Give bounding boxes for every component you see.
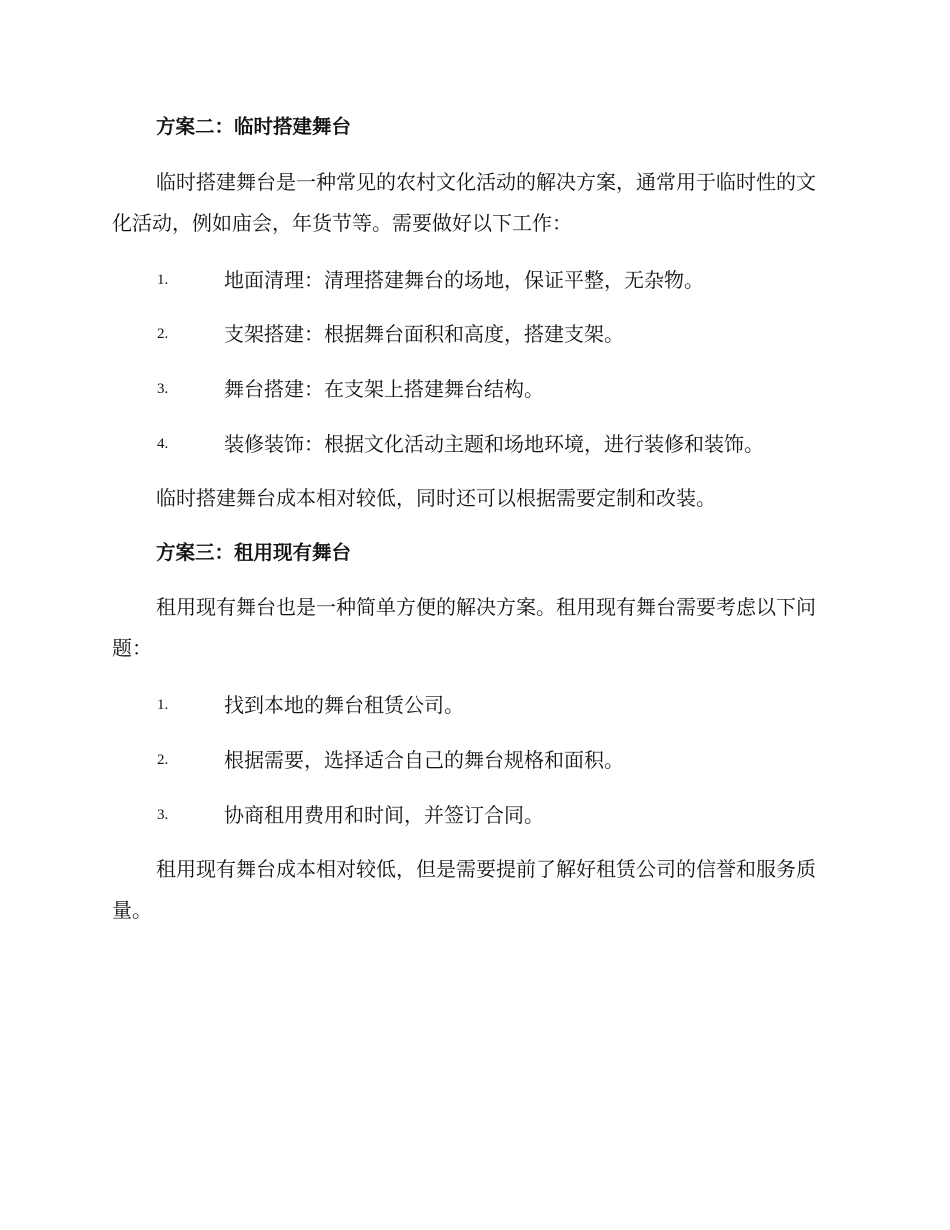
list-item-number: 2. <box>157 326 169 342</box>
list-item <box>0 374 950 404</box>
list-item <box>0 265 950 295</box>
section3-heading: 方案三：租用现有舞台 <box>156 541 352 564</box>
list-item-number: 3. <box>157 381 169 397</box>
list-item-number: 3. <box>157 807 169 823</box>
list-item <box>0 429 950 459</box>
list-item-number: 1. <box>157 697 169 713</box>
list-item <box>0 690 950 720</box>
list-item-text: 地面清理：清理搭建舞台的场地，保证平整，无杂物。 <box>224 268 704 292</box>
list-item-number: 4. <box>157 436 169 452</box>
list-item-text: 装修装饰：根据文化活动主题和场地环境，进行装修和装饰。 <box>224 432 764 456</box>
list-item <box>0 800 950 830</box>
list-item-number: 1. <box>157 272 169 288</box>
section2-intro: 临时搭建舞台是一种常见的农村文化活动的解决方案，通常用于临时性的文化活动，例如庙会，年货节等。需要做好以下工作： <box>112 170 816 235</box>
section2-conclusion: 临时搭建舞台成本相对较低，同时还可以根据需要定制和改装。 <box>156 486 716 510</box>
list-item-text: 找到本地的舞台租赁公司。 <box>224 693 464 717</box>
section3-intro: 租用现有舞台也是一种简单方便的解决方案。租用现有舞台需要考虑以下问题： <box>112 595 816 660</box>
list-item-text: 支架搭建：根据舞台面积和高度，搭建支架。 <box>224 322 624 346</box>
list-item-number: 2. <box>157 752 169 768</box>
list-item-text: 根据需要，选择适合自己的舞台规格和面积。 <box>224 748 624 772</box>
list-item <box>0 319 950 349</box>
list-item-text: 舞台搭建：在支架上搭建舞台结构。 <box>224 377 544 401</box>
section2-heading: 方案二：临时搭建舞台 <box>156 115 352 138</box>
list-item-text: 协商租用费用和时间，并签订合同。 <box>224 803 544 827</box>
section3-conclusion: 租用现有舞台成本相对较低，但是需要提前了解好租赁公司的信誉和服务质量。 <box>112 857 816 922</box>
list-item <box>0 745 950 775</box>
